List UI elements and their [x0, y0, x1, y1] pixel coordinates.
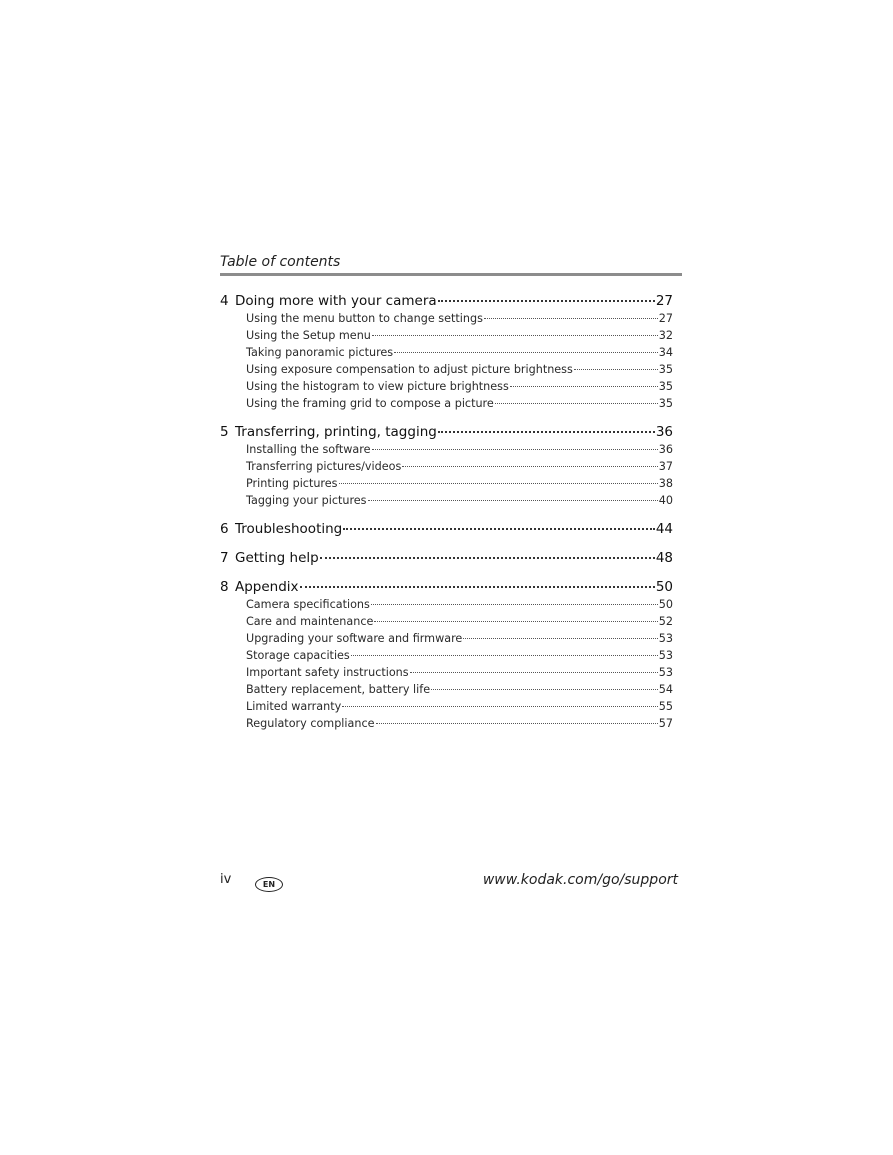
dot-leader	[574, 369, 658, 370]
dot-leader	[372, 449, 658, 450]
subsection-title: Installing the software	[246, 443, 371, 456]
chapter-title: Transferring, printing, tagging	[235, 424, 437, 440]
subsection-page-number: 40	[658, 494, 673, 507]
subsection-title: Regulatory compliance	[246, 717, 375, 730]
dot-leader	[438, 300, 655, 302]
dot-leader	[320, 557, 655, 559]
dot-leader	[376, 723, 658, 724]
subsection-page-number: 53	[658, 666, 673, 679]
chapter-number: 5	[220, 424, 229, 440]
toc-section	[220, 520, 673, 538]
language-badge: EN	[255, 877, 283, 892]
chapter-page-number: 50	[655, 579, 673, 595]
chapter-page-number: 36	[655, 424, 673, 440]
subsection-page-number: 50	[658, 598, 673, 611]
subsection-page-number: 54	[658, 683, 673, 696]
subsection-title: Upgrading your software and firmware	[246, 632, 463, 645]
dot-leader	[300, 586, 655, 588]
subsection-page-number: 57	[658, 717, 673, 730]
chapter-title: Doing more with your camera	[235, 293, 437, 309]
toc-subsection-entry[interactable]	[246, 492, 673, 509]
subsection-title: Tagging your pictures	[246, 494, 367, 507]
page-header-title: Table of contents	[220, 254, 341, 270]
toc-chapter-entry[interactable]	[220, 292, 673, 310]
subsection-title: Storage capacities	[246, 649, 350, 662]
subsection-page-number: 55	[658, 700, 673, 713]
toc-subsection-entry[interactable]	[246, 630, 673, 647]
toc-subsection-entry[interactable]	[246, 441, 673, 458]
subsection-title: Care and maintenance	[246, 615, 374, 628]
header-rule	[220, 273, 682, 276]
subsection-page-number: 32	[658, 329, 673, 342]
subsection-page-number: 37	[658, 460, 673, 473]
subsection-title: Using the menu button to change settings	[246, 312, 483, 325]
chapter-number: 7	[220, 550, 229, 566]
subsection-title: Camera specifications	[246, 598, 370, 611]
toc-subsection-entry[interactable]	[246, 647, 673, 664]
chapter-number: 4	[220, 293, 229, 309]
toc-subsection-entry[interactable]	[246, 344, 673, 361]
toc-subsection-entry[interactable]	[246, 681, 673, 698]
subsection-title: Transferring pictures/videos	[246, 460, 402, 473]
subsection-page-number: 35	[658, 397, 673, 410]
table-of-contents	[220, 292, 673, 743]
toc-subsection-entry[interactable]	[246, 664, 673, 681]
chapter-title: Appendix	[235, 579, 299, 595]
subsection-title: Using exposure compensation to adjust picture brightness	[246, 363, 573, 376]
support-url-link[interactable]: www.kodak.com/go/support	[482, 872, 678, 888]
footer-page-number: iv	[220, 872, 232, 887]
dot-leader	[431, 689, 658, 690]
page-footer	[220, 872, 678, 894]
page-header	[220, 254, 682, 270]
toc-subsection-entry[interactable]	[246, 378, 673, 395]
toc-subsection-entry[interactable]	[246, 613, 673, 630]
toc-chapter-entry[interactable]	[220, 520, 673, 538]
subsection-title: Limited warranty	[246, 700, 342, 713]
subsection-page-number: 38	[658, 477, 673, 490]
toc-subsection-entry[interactable]	[246, 327, 673, 344]
toc-section	[220, 292, 673, 412]
chapter-page-number: 44	[655, 521, 673, 537]
toc-subsection-entry[interactable]	[246, 475, 673, 492]
subsection-title: Important safety instructions	[246, 666, 409, 679]
subsection-title: Taking panoramic pictures	[246, 346, 394, 359]
chapter-page-number: 48	[655, 550, 673, 566]
dot-leader	[438, 431, 655, 433]
subsection-page-number: 52	[658, 615, 673, 628]
dot-leader	[342, 706, 658, 707]
chapter-number: 6	[220, 521, 229, 537]
dot-leader	[402, 466, 657, 467]
dot-leader	[463, 638, 657, 639]
dot-leader	[484, 318, 658, 319]
subsection-page-number: 53	[658, 632, 673, 645]
subsection-page-number: 35	[658, 363, 673, 376]
toc-subsection-entry[interactable]	[246, 310, 673, 327]
toc-subsection-entry[interactable]	[246, 715, 673, 732]
subsection-page-number: 27	[658, 312, 673, 325]
dot-leader	[343, 528, 655, 530]
toc-chapter-entry[interactable]	[220, 549, 673, 567]
toc-subsection-entry[interactable]	[246, 698, 673, 715]
dot-leader	[368, 500, 658, 501]
dot-leader	[351, 655, 658, 656]
dot-leader	[495, 403, 658, 404]
toc-subsection-entry[interactable]	[246, 361, 673, 378]
subsection-title: Battery replacement, battery life	[246, 683, 431, 696]
subsection-title: Using the framing grid to compose a picture	[246, 397, 494, 410]
toc-subsection-entry[interactable]	[246, 458, 673, 475]
dot-leader	[374, 621, 657, 622]
subsection-page-number: 34	[658, 346, 673, 359]
subsection-title: Using the histogram to view picture brightness	[246, 380, 509, 393]
subsection-page-number: 36	[658, 443, 673, 456]
toc-chapter-entry[interactable]	[220, 578, 673, 596]
chapter-title: Troubleshooting	[235, 521, 343, 537]
dot-leader	[410, 672, 658, 673]
toc-section	[220, 578, 673, 732]
toc-subsection-entry[interactable]	[246, 395, 673, 412]
dot-leader	[510, 386, 658, 387]
toc-section	[220, 549, 673, 567]
subsection-page-number: 53	[658, 649, 673, 662]
toc-chapter-entry[interactable]	[220, 423, 673, 441]
subsection-title: Printing pictures	[246, 477, 338, 490]
dot-leader	[372, 335, 658, 336]
dot-leader	[394, 352, 658, 353]
chapter-number: 8	[220, 579, 229, 595]
dot-leader	[371, 604, 658, 605]
dot-leader	[339, 483, 658, 484]
toc-section	[220, 423, 673, 509]
subsection-page-number: 35	[658, 380, 673, 393]
subsection-title: Using the Setup menu	[246, 329, 371, 342]
chapter-page-number: 27	[655, 293, 673, 309]
chapter-title: Getting help	[235, 550, 319, 566]
toc-subsection-entry[interactable]	[246, 596, 673, 613]
